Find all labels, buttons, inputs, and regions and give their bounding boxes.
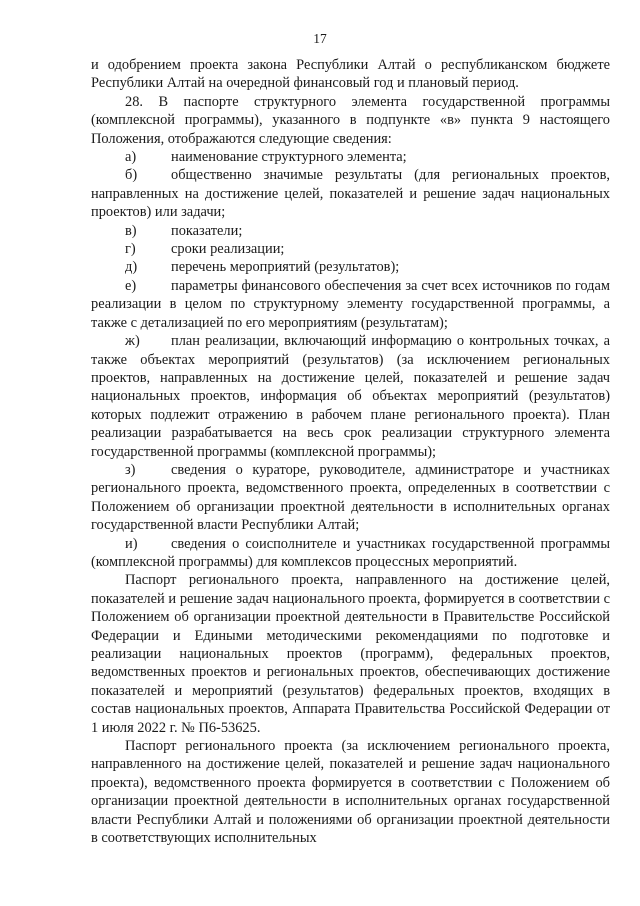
list-item-marker: и) bbox=[125, 535, 138, 552]
list-item-text: параметры финансового обеспечения за счет всех источников по годам реализации в целом по структурному элементу государственной программы, а также с детализацией по его мероприятиям (результатам); bbox=[91, 277, 610, 331]
list-item-text: перечень мероприятий (результатов); bbox=[171, 259, 400, 276]
list-item-marker: ж) bbox=[125, 333, 140, 350]
list-item-text: сведения о кураторе, руководителе, администраторе и участниках регионального проекта, ведомственного проекта, определенных в соответствии с Положением об организации проектной деятельности в исполнительных органах государственной власти Республики Алтай; bbox=[91, 461, 610, 534]
paragraph: и одобрением проекта закона Республики Алтай о республиканском бюджете Республики Алтай на очередной финансовый год и плановый период. bbox=[91, 57, 610, 92]
list-item bbox=[91, 258, 610, 276]
paragraph: Паспорт регионального проекта, направленного на достижение целей, показателей и решение задач национального проекта, формируется в соответствии с Положением об организации проектной деятельности в Правительстве Российской Федерации и Едиными методическими рекомендациями по подготовке и реализации национальных проектов (программ), федеральных проектов, ведомственных проектов и региональных проектов, обеспечивающих достижение показателей и мероприятий (результатов) федеральных проектов, входящих в состав национальных проектов, Аппарата Правительства Российской Федерации от 1 июля 2022 г. № П6-53625. bbox=[91, 572, 610, 736]
list-item-text: общественно значимые результаты (для региональных проектов, направленных на достижение целей, показателей и решение задач национальных проектов) или задачи; bbox=[91, 167, 610, 221]
list-item bbox=[91, 332, 610, 461]
list-item-marker: г) bbox=[125, 241, 136, 258]
list-item-marker: б) bbox=[125, 167, 138, 184]
list-item-text: наименование структурного элемента; bbox=[171, 149, 407, 166]
list-item-marker: в) bbox=[125, 222, 137, 239]
list-item-text: показатели; bbox=[171, 222, 243, 239]
list-item bbox=[91, 240, 610, 258]
list-item-text: сроки реализации; bbox=[171, 241, 285, 258]
paragraph: 28. В паспорте структурного элемента государственной программы (комплексной программы), указанного в подпункте «в» пункта 9 настоящего Положения, отображаются следующие сведения: bbox=[91, 93, 610, 147]
list-item bbox=[91, 535, 610, 572]
list-item bbox=[91, 277, 610, 332]
list-item bbox=[91, 166, 610, 221]
list-item bbox=[91, 461, 610, 535]
list-item-marker: з) bbox=[125, 461, 136, 478]
list-item-marker: е) bbox=[125, 277, 137, 294]
document-body bbox=[91, 56, 610, 847]
page-number: 17 bbox=[313, 31, 327, 46]
list-item bbox=[91, 148, 610, 166]
list-item-marker: д) bbox=[125, 259, 138, 276]
list-item bbox=[91, 222, 610, 240]
list-item-marker: а) bbox=[125, 149, 137, 166]
list-item-text: план реализации, включающий информацию о контрольных точках, а также объектах мероприятий (результатов) (за исключением региональных проектов, направленных на достижение целей, показателей и решение задач национальных проектов, информация об объектах мероприятий (результатов) которых подлежит отражению в рабочем плане регионального проекта). План реализации разрабатывается на весь срок реализации структурного элемента государственной программы (комплексной программы); bbox=[91, 333, 610, 460]
paragraph: Паспорт регионального проекта (за исключением регионального проекта, направленного на достижение целей, показателей и решение задач национального проекта), ведомственного проекта формируется в соответствии с Положением об организации проектной деятельности в исполнительных органах государственной власти Республики Алтай и положениями об организации проектной деятельности в соответствующих исполнительных bbox=[91, 738, 610, 847]
list-item-text: сведения о соисполнителе и участниках государственной программы (комплексной программы) для комплексов процессных мероприятий. bbox=[91, 535, 610, 570]
